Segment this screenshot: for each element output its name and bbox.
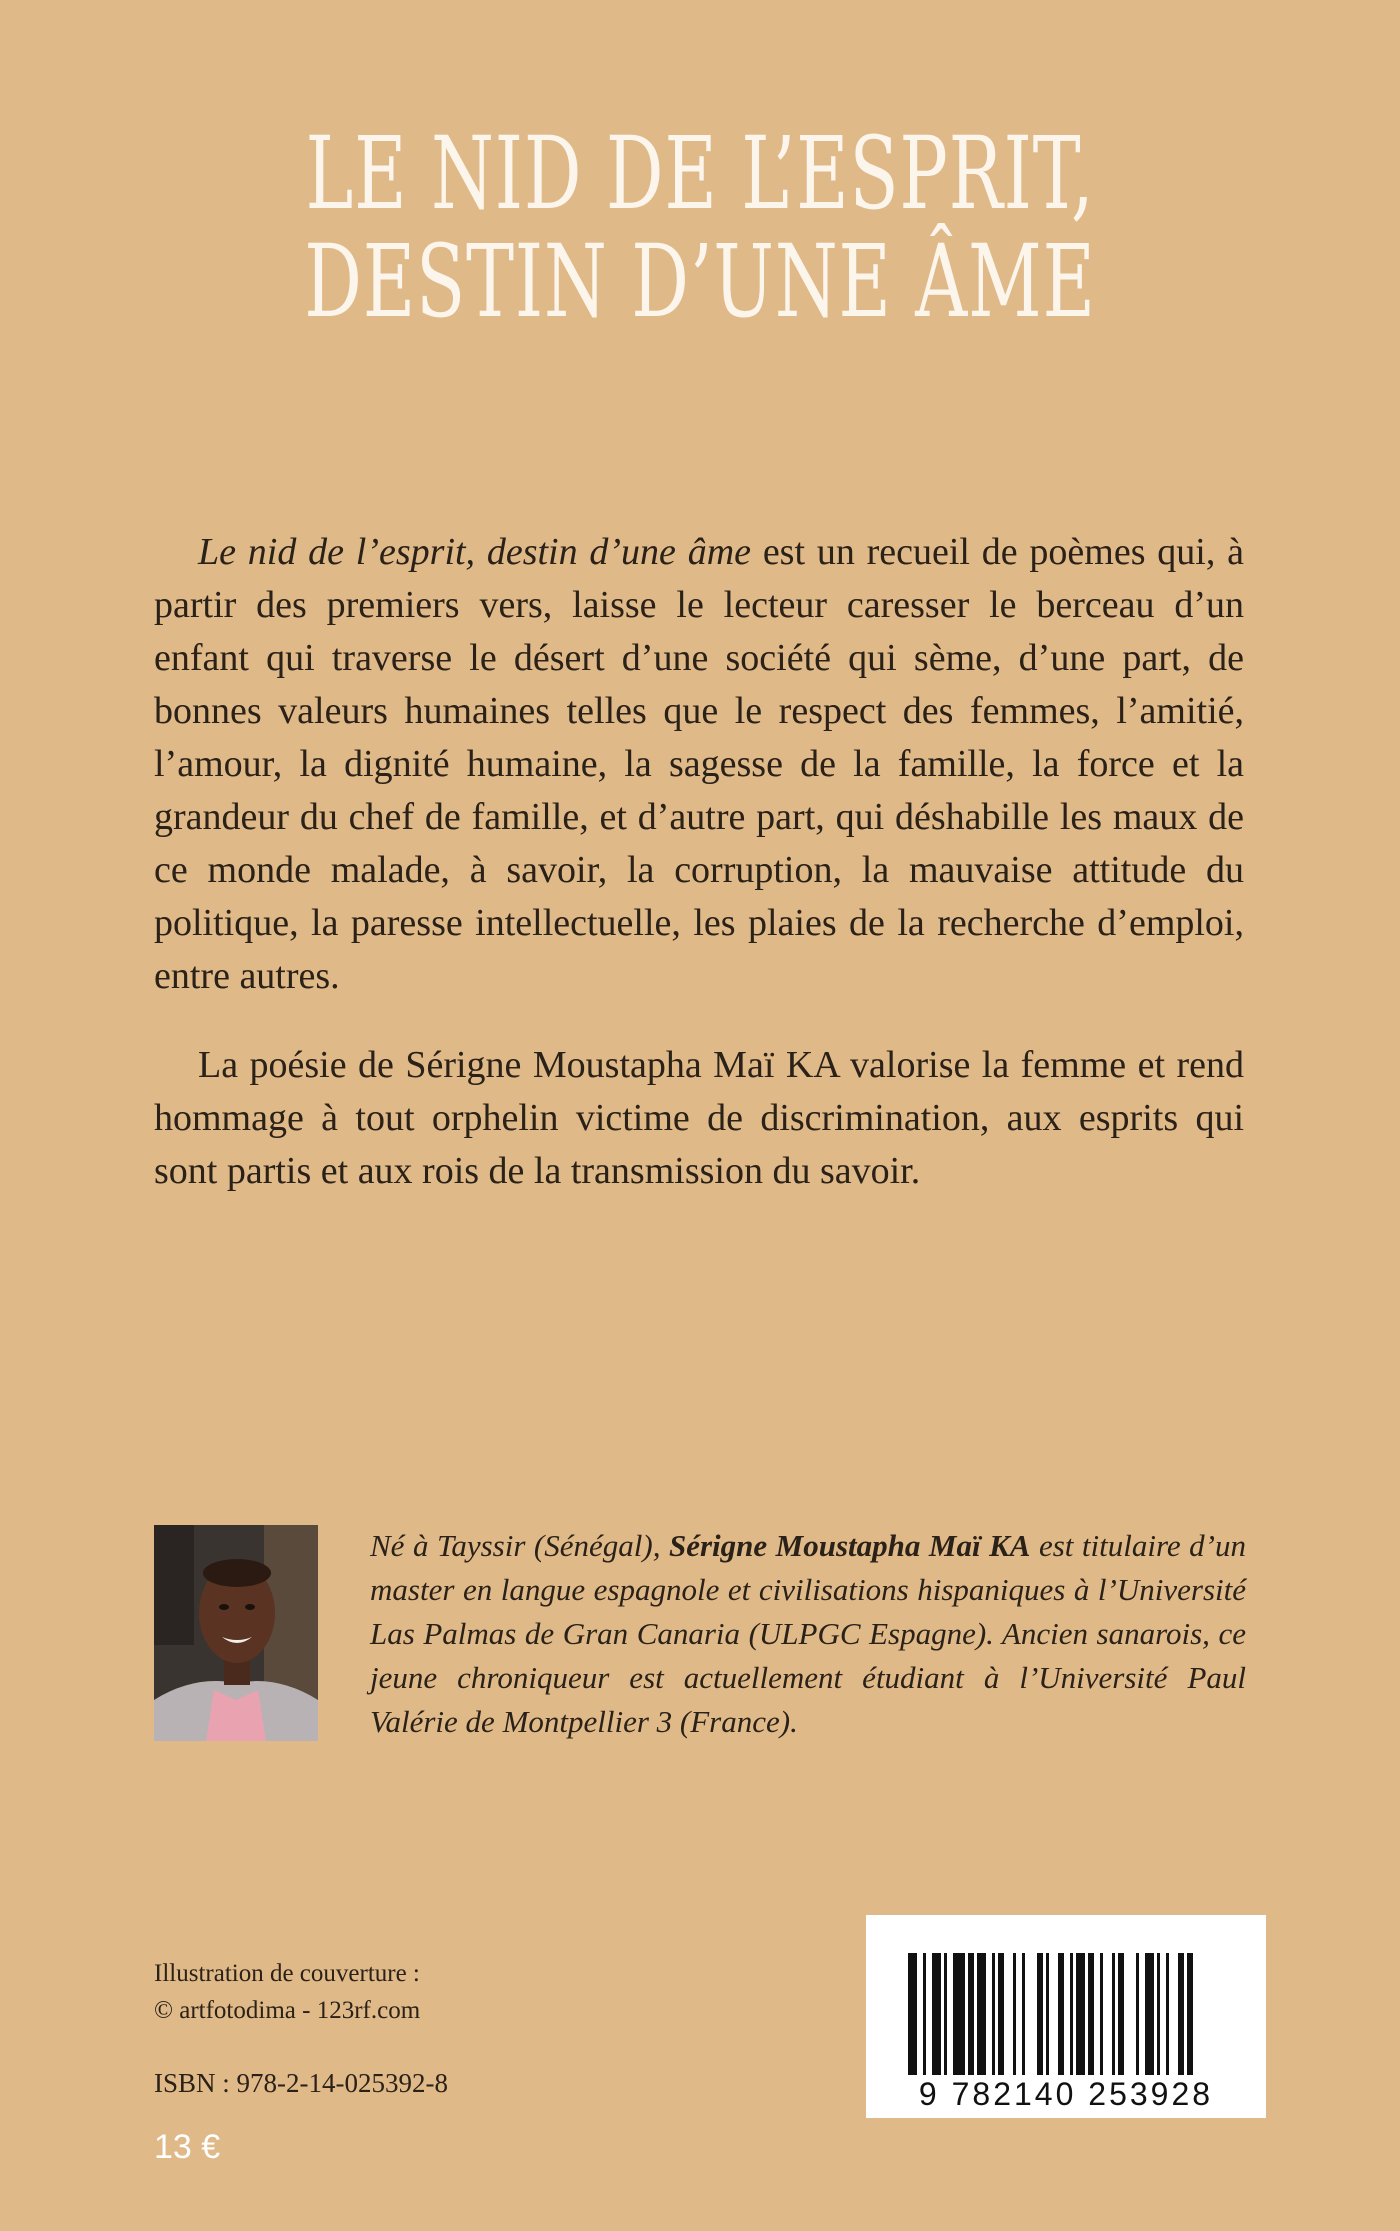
barcode-bar bbox=[977, 1953, 986, 2075]
barcode-bar bbox=[1076, 1953, 1085, 2075]
barcode-bar bbox=[1157, 1953, 1160, 2075]
barcode-bar bbox=[1088, 1953, 1094, 2075]
barcode-bar bbox=[1013, 1953, 1016, 2075]
barcode-bar bbox=[1178, 1953, 1184, 2075]
price: 13 € bbox=[154, 2128, 221, 2166]
credit-line-1: Illustration de couverture : bbox=[154, 1960, 420, 1987]
barcode-bar bbox=[1145, 1953, 1154, 2075]
illustration-credit bbox=[154, 1955, 420, 2029]
barcode-bar bbox=[992, 1953, 995, 2075]
author-bio bbox=[370, 1524, 1246, 1744]
barcode-bar bbox=[998, 1953, 1004, 2075]
barcode-bar bbox=[1046, 1953, 1049, 2075]
bio-lead: Né à Tayssir (Sénégal), bbox=[370, 1528, 669, 1563]
bio-rest: est titulaire d’un master en langue espagnole et civilisations hispaniques à l’Université Las Palmas de Gran Canaria (ULPGC Espagne). Ancien sanarois, ce jeune chroniqueur est actuellement étudiant à l’Université Paul Valérie de Montpellier 3 (France). bbox=[370, 1528, 1246, 1739]
barcode-digits: 9 782140 253928 bbox=[918, 2076, 1214, 2112]
barcode-bar bbox=[932, 1953, 941, 2075]
barcode-bar bbox=[968, 1953, 974, 2075]
barcode-bar bbox=[1058, 1953, 1064, 2075]
barcode-bar bbox=[1037, 1953, 1043, 2075]
barcode-bar bbox=[1118, 1953, 1124, 2075]
blurb-paragraph-1 bbox=[154, 526, 1244, 1003]
barcode-bar bbox=[1100, 1953, 1103, 2075]
author-photo bbox=[154, 1525, 318, 1741]
barcode-bar bbox=[944, 1953, 947, 2075]
barcode-bar bbox=[908, 1953, 917, 2075]
blurb-paragraph-2: La poésie de Sérigne Moustapha Maï KA valorise la femme et rend hommage à tout orphelin victime de discrimination, aux esprits qui sont partis et aux rois de la transmission du savoir. bbox=[154, 1044, 1244, 1192]
isbn: ISBN : 978-2-14-025392-8 bbox=[154, 2068, 448, 2098]
author-name: Sérigne Moustapha Maï KA bbox=[668, 1528, 1031, 1563]
barcode-bar bbox=[1166, 1953, 1169, 2075]
blurb-paragraph-1-text: est un recueil de poèmes qui, à partir des premiers vers, laisse le lecteur caresser le berceau d’un enfant qui traverse le désert d’une société qui sème, d’une part, de bonnes valeurs humaines telles que le respect des femmes, l’amitié, l’amour, la dignité humaine, la sagesse de la famille, la force et la grandeur du chef de famille, et d’autre part, qui déshabille les maux de ce monde malade, à savoir, la corruption, la mauvaise attitude du politique, la paresse intellectuelle, les plaies de la recherche d’emploi, entre autres. bbox=[154, 531, 1244, 997]
title-line-1: LE NID DE L’ESPRIT, bbox=[305, 115, 1095, 232]
book-title bbox=[196, 115, 1204, 340]
barcode-bar bbox=[1112, 1953, 1115, 2075]
title-line-2: DESTIN D’UNE ÂME bbox=[304, 223, 1096, 340]
barcode-bar bbox=[1070, 1953, 1073, 2075]
blurb-book-title: Le nid de l’esprit, destin d’une âme bbox=[198, 531, 752, 573]
blurb bbox=[154, 526, 1244, 1234]
barcode-bar bbox=[1187, 1953, 1193, 2075]
barcode-bar bbox=[953, 1953, 965, 2075]
barcode bbox=[866, 1915, 1266, 2118]
barcode-bar bbox=[1136, 1953, 1139, 2075]
barcode-bar bbox=[1022, 1953, 1025, 2075]
barcode-bar bbox=[923, 1953, 926, 2075]
credit-line-2: © artfotodima - 123rf.com bbox=[154, 1997, 421, 2024]
